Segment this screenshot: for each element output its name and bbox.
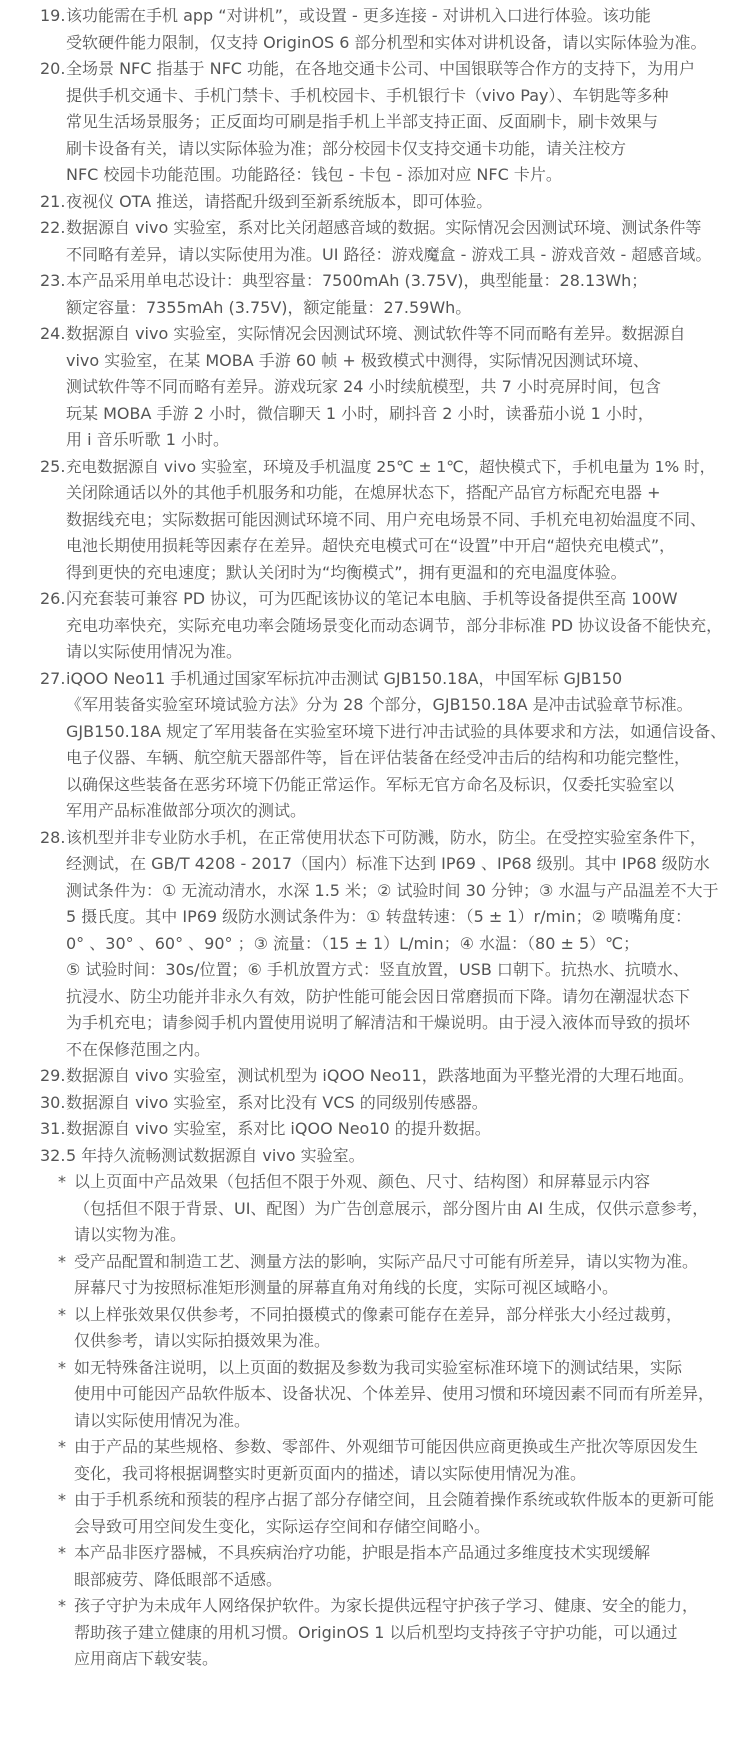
asterisk-marker: * (58, 1437, 66, 1456)
footnote-line: 关闭除通话以外的其他手机服务和功能，在熄屏状态下，搭配产品官方标配充电器 + (66, 483, 661, 502)
footnote-text (66, 321, 726, 454)
disclaimer-item (0, 1487, 726, 1540)
footnote-number: 24. (40, 324, 66, 343)
footnote-text (66, 56, 726, 189)
footnote-line: 得到更快的充电速度；默认关闭时为“均衡模式”，拥有更温和的充电温度体验。 (66, 562, 627, 582)
footnote-line: 提供手机交通卡、手机门禁卡、手机校园卡、手机银行卡（vivo Pay）、车钥匙等多种 (66, 85, 669, 105)
footnote-line: 以上样张效果仅供参考，不同拍摄模式的像素可能存在差异，部分样张大小经过裁剪， (74, 1304, 683, 1324)
footnote-text (74, 1355, 726, 1435)
footnote-line: 5 摄氏度。其中 IP69 级防水测试条件为：① 转盘转速：（5 ± 1）r/min；② 喷嘴角度： (66, 907, 692, 926)
footnote-line: 受产品配置和制造工艺、测量方法的影响，实际产品尺寸可能有所差异，请以实物为准。 (74, 1251, 699, 1271)
footnote-line: 屏幕尺寸为按照标准矩形测量的屏幕直角对角线的长度，实际可视区域略小。 (74, 1278, 619, 1297)
asterisk-marker: * (58, 1172, 66, 1191)
asterisk-marker: * (58, 1357, 66, 1377)
footnote-line: 由于手机系统和预装的程序占据了部分存储空间，且会随着操作系统或软件版本的更新可能 (74, 1490, 715, 1509)
footnote-number: 28. (40, 827, 66, 847)
footnote-line: 常见生活场景服务；正反面均可刷是指手机上半部支持正面、反面刷卡，刷卡效果与 (66, 112, 659, 131)
footnote-line: 0° 、30° 、60° 、90° ；③ 流量：（15 ± 1）L/min；④ 水温：（80 ± 5）℃； (66, 933, 640, 953)
footnote-text (66, 825, 726, 1064)
footnote-line: 请以实际使用情况为准。 (66, 642, 243, 661)
footnote-number: 32. (40, 1145, 66, 1165)
footnote-line: 不在保修范围之内。 (66, 1039, 211, 1059)
footnote-number: 25. (40, 456, 66, 476)
footnote-line: 测试条件为：① 无流动清水，水深 1.5 米；② 试验时间 30 分钟；③ 水温与产品温差不大于 (66, 880, 719, 900)
footnote-line: 刷卡设备有关，请以实际体验为准；部分校园卡仅支持交通卡功能，请关注校方 (66, 138, 627, 158)
footnote-line: 数据源自 vivo 实验室，系对比关闭超感音域的数据。实际情况会因测试环境、测试条件等 (66, 218, 702, 237)
footnote-text (74, 1487, 726, 1540)
footnote-line: 由于产品的某些规格、参数、零部件、外观细节可能因供应商更换或生产批次等原因发生 (74, 1437, 699, 1456)
asterisk-marker: * (58, 1251, 66, 1271)
disclaimer-item (0, 1593, 726, 1673)
footnote-item (0, 586, 726, 666)
footnote-line: 测试软件等不同而略有差异。游戏玩家 24 小时续航模型，共 7 小时亮屏时间，包含 (66, 377, 661, 396)
footnote-line: GJB150.18A 规定了军用装备在实验室环境下进行冲击试验的具体要求和方法，如通信设备、 (66, 721, 727, 741)
footnote-line: 夜视仪 OTA 推送，请搭配升级到至新系统版本，即可体验。 (66, 191, 493, 211)
footnote-line: 数据源自 vivo 实验室，测试机型为 iQOO Neo11，跌落地面为平整光滑的大理石地面。 (66, 1066, 694, 1085)
footnote-item (0, 215, 726, 268)
footnote-line: 以确保这些装备在恶劣环境下仍能正常运作。军标无官方命名及标识，仅委托实验室以 (66, 774, 675, 794)
footnote-line: 孩子守护为未成年人网络保护软件。为家长提供远程守护孩子学习、健康、安全的能力， (74, 1596, 699, 1615)
footnote-item (0, 1063, 726, 1090)
footnote-text (66, 189, 726, 216)
footnote-text (66, 268, 726, 321)
footnote-line: 如无特殊备注说明，以上页面的数据及参数为我司实验室标准环境下的测试结果，实际 (74, 1357, 683, 1377)
footnotes-list (0, 3, 726, 1673)
footnote-item (0, 1090, 726, 1117)
footnote-line: 数据源自 vivo 实验室，系对比 iQOO Neo10 的提升数据。 (66, 1119, 491, 1138)
footnote-number: 22. (40, 218, 66, 237)
footnote-line: 全场景 NFC 指基于 NFC 功能，在各地交通卡公司、中国银联等合作方的支持下，为用户 (66, 59, 696, 78)
footnote-item (0, 321, 726, 454)
footnote-line: 使用中可能因产品软件版本、设备状况、个体差异、使用习惯和环境因素不同而有所差异， (74, 1384, 715, 1403)
footnote-line: （包括但不限于背景、UI、配图）为广告创意展示，部分图片由 AI 生成，仅供示意参考， (74, 1198, 709, 1218)
footnote-number: 31. (40, 1119, 66, 1138)
disclaimer-item (0, 1355, 726, 1435)
footnote-number: 26. (40, 589, 66, 608)
footnote-line: 用 i 音乐听歌 1 小时。 (66, 430, 229, 449)
footnote-line: 请以实际使用情况为准。 (74, 1410, 251, 1430)
footnote-text (74, 1593, 726, 1673)
footnote-item (0, 1143, 726, 1170)
footnote-line: 数据源自 vivo 实验室，实际情况会因测试环境、测试软件等不同而略有差异。数据源自 (66, 324, 686, 343)
footnote-text (74, 1302, 726, 1355)
footnote-line: 电子仪器、车辆、航空航天器部件等，旨在评估装备在经受冲击后的结构和功能完整性， (66, 748, 691, 767)
footnote-line: 充电数据源自 vivo 实验室，环境及手机温度 25℃ ± 1℃，超快模式下，手机电量为 1% 时， (66, 457, 716, 476)
disclaimer-item (0, 1249, 726, 1302)
disclaimer-item (0, 1169, 726, 1249)
footnote-line: 额定容量：7355mAh (3.75V)，额定能量：27.59Wh。 (66, 297, 472, 317)
footnote-line: 为手机充电；请参阅手机内置使用说明了解清洁和干燥说明。由于浸入液体而导致的损坏 (66, 1013, 691, 1032)
footnote-text (74, 1169, 726, 1249)
footnote-line: 帮助孩子建立健康的用机习惯。OriginOS 1 以后机型均支持孩子守护功能，可以通过 (74, 1622, 678, 1642)
footnote-line: 该机型并非专业防水手机，在正常使用状态下可防溅，防水，防尘。在受控实验室条件下， (66, 827, 707, 847)
disclaimer-item (0, 1434, 726, 1487)
asterisk-marker: * (58, 1543, 66, 1562)
footnote-line: 充电功率快充，实际充电功率会随场景变化而动态调节，部分非标准 PD 协议设备不能快充， (66, 615, 723, 635)
footnote-number: 30. (40, 1092, 66, 1112)
footnote-line: 不同略有差异，请以实际使用为准。UI 路径：游戏魔盒 - 游戏工具 - 游戏音效 - 超感音域。 (66, 244, 712, 264)
footnote-text (66, 666, 726, 825)
asterisk-marker: * (58, 1596, 66, 1615)
footnote-item (0, 1116, 726, 1143)
footnote-text (66, 454, 726, 587)
footnote-line: 本产品采用单电芯设计：典型容量：7500mAh (3.75V)，典型能量：28.13Wh； (66, 271, 648, 290)
footnote-number: 20. (40, 59, 66, 78)
disclaimer-item (0, 1540, 726, 1593)
footnote-text (66, 3, 726, 56)
footnote-item (0, 268, 726, 321)
footnote-number: 19. (40, 6, 66, 25)
footnote-number: 27. (40, 668, 66, 688)
disclaimer-item (0, 1302, 726, 1355)
footnote-line: 会导致可用空间发生变化，实际运存空间和存储空间略小。 (74, 1516, 491, 1536)
footnote-item (0, 56, 726, 189)
footnote-line: ⑤ 试验时间：30s/位置；⑥ 手机放置方式：竖直放置，USB 口朝下。抗热水、抗喷水、 (66, 960, 689, 979)
footnote-line: 应用商店下载安装。 (74, 1649, 219, 1668)
footnote-line: 《军用装备实验室环境试验方法》分为 28 个部分，GJB150.18A 是冲击试验章节标准。 (66, 695, 693, 714)
footnote-line: 仅供参考，请以实际拍摄效果为准。 (74, 1331, 331, 1350)
footnote-line: 以上页面中产品效果（包括但不限于外观、颜色、尺寸、结构图）和屏幕显示内容 (74, 1172, 651, 1191)
footnote-line: 玩某 MOBA 手游 2 小时，微信聊天 1 小时，刷抖音 2 小时，读番茄小说 1 小时， (66, 403, 654, 423)
asterisk-marker: * (58, 1490, 66, 1509)
footnote-line: 眼部疲劳、降低眼部不适感。 (74, 1569, 283, 1589)
footnote-line: 闪充套装可兼容 PD 协议，可为匹配该协议的笔记本电脑、手机等设备提供至高 100W (66, 589, 678, 608)
footnote-line: 抗浸水、防尘功能并非永久有效，防护性能可能会因日常磨损而下降。请勿在潮湿状态下 (66, 986, 691, 1006)
footnote-text (66, 586, 726, 666)
footnote-text (66, 215, 726, 268)
footnote-line: 数据线充电；实际数据可能因测试环境不同、用户充电场景不同、手机充电初始温度不同、 (66, 509, 707, 529)
footnote-item (0, 454, 726, 587)
footnote-text (74, 1540, 726, 1593)
footnote-item (0, 666, 726, 825)
footnote-line: NFC 校园卡功能范围。功能路径：钱包 - 卡包 - 添加对应 NFC 卡片。 (66, 165, 562, 184)
footnote-text (66, 1143, 726, 1170)
footnote-line: 该功能需在手机 app “对讲机”，或设置 - 更多连接 - 对讲机入口进行体验。该功能 (66, 6, 651, 25)
footnote-line: 经测试，在 GB/T 4208 - 2017（国内）标准下达到 IP69 、IP68 级别。其中 IP68 级防水 (66, 854, 710, 873)
footnote-text (74, 1434, 726, 1487)
footnote-text (66, 1116, 726, 1143)
footnote-item (0, 189, 726, 216)
footnote-text (74, 1249, 726, 1302)
footnote-item (0, 825, 726, 1064)
asterisk-marker: * (58, 1304, 66, 1324)
footnote-line: 数据源自 vivo 实验室，系对比没有 VCS 的同级别传感器。 (66, 1092, 488, 1112)
footnote-line: 5 年持久流畅测试数据源自 vivo 实验室。 (66, 1145, 365, 1165)
footnote-line: 本产品非医疗器械，不具疾病治疗功能，护眼是指本产品通过多维度技术实现缓解 (74, 1543, 651, 1562)
footnote-line: 请以实物为准。 (74, 1225, 187, 1244)
footnote-number: 23. (40, 271, 66, 290)
footnote-line: iQOO Neo11 手机通过国家军标抗冲击测试 GJB150.18A，中国军标 GJB150 (66, 668, 623, 688)
footnote-line: 受软硬件能力限制，仅支持 OriginOS 6 部分机型和实体对讲机设备，请以实际体验为准。 (66, 32, 707, 52)
footnote-number: 21. (40, 191, 66, 211)
footnote-number: 29. (40, 1066, 66, 1085)
footnote-text (66, 1090, 726, 1117)
footnote-text (66, 1063, 726, 1090)
footnote-line: 军用产品标准做部分项次的测试。 (66, 801, 307, 820)
footnote-line: 变化，我司将根据调整实时更新页面内的描述，请以实际使用情况为准。 (74, 1463, 587, 1483)
footnote-line: 电池长期使用损耗等因素存在差异。超快充电模式可在“设置”中开启“超快充电模式”， (66, 536, 676, 555)
footnote-item (0, 3, 726, 56)
footnote-line: vivo 实验室，在某 MOBA 手游 60 帧 + 极致模式中测得，实际情况因测试环境、 (66, 350, 649, 370)
